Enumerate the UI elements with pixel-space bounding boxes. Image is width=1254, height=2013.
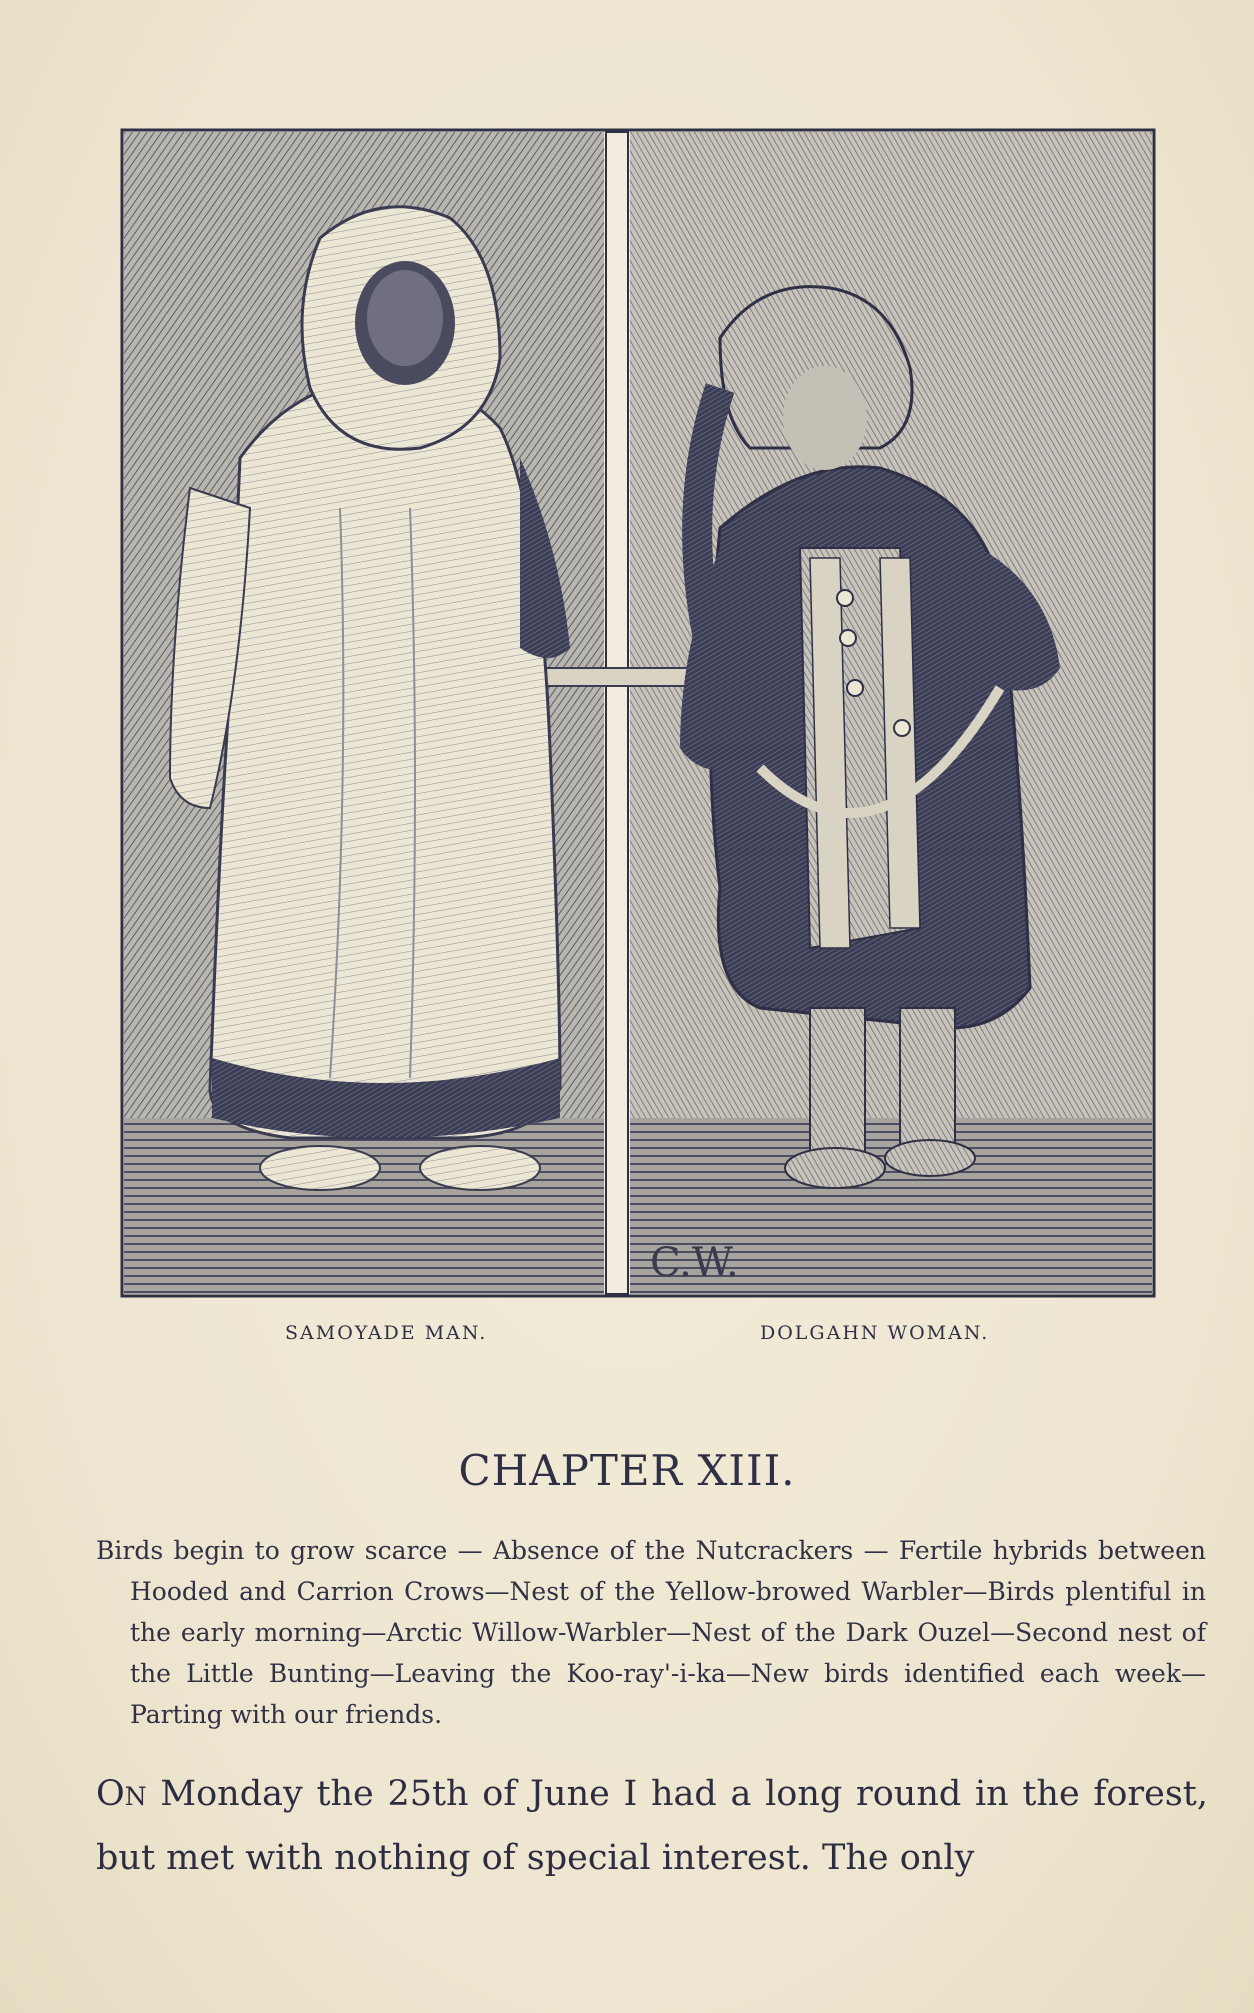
chapter-summary-text: Birds begin to grow scarce — Absence of the Nutcrackers — Fertile hybrids between Hooded and Carrion Crows—Nest of the Yellow-browed Warbler—Birds plentiful in the early morning—Arctic Willow-Warbler—Nest of the Dark Ouzel—Second nest of the Little Bunting—Leaving the Koo-ray'-i-ka—New birds identified each week—Parting with our friends. xyxy=(96,1536,1206,1729)
body-text-content: Monday the 25th of June I had a long round in the forest, but met with nothing of special interest. The only xyxy=(96,1774,1208,1878)
lead-word: On xyxy=(96,1774,147,1814)
artist-signature: C.W. xyxy=(650,1240,739,1286)
left-plate-caption: SAMOYADE MAN. xyxy=(285,1322,488,1344)
engraving-plate xyxy=(120,128,1156,1298)
chapter-title: CHAPTER XIII. xyxy=(458,1446,796,1495)
right-plate-caption: DOLGAHN WOMAN. xyxy=(760,1322,990,1344)
chapter-summary xyxy=(96,1530,1206,1735)
body-paragraph xyxy=(96,1762,1208,1890)
engraving-illustration xyxy=(120,128,1156,1298)
